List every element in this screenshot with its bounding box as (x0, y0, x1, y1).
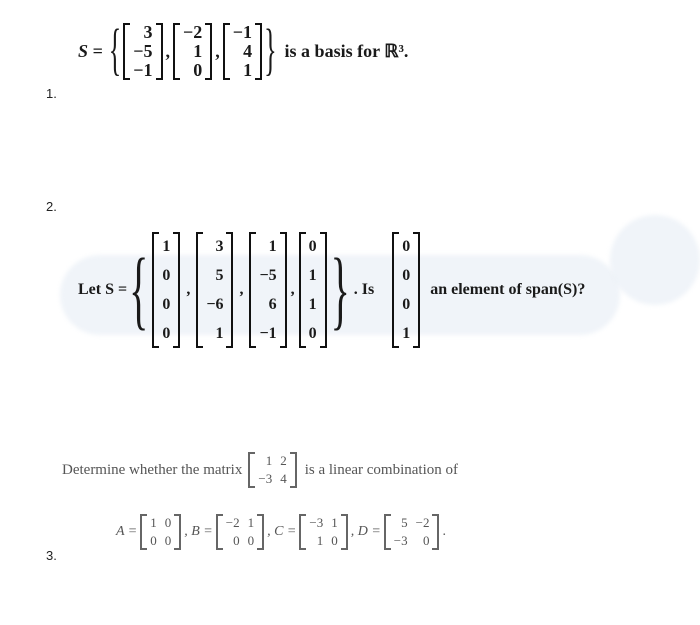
target-vector: 0 0 0 1 (392, 232, 420, 348)
problem-1-text: is a basis for ℝ³. (284, 40, 409, 61)
left-brace: { (129, 239, 149, 339)
is-label: . Is (353, 281, 375, 298)
option-a-label: A = (116, 524, 138, 539)
let-s-label: Let S = (78, 281, 128, 298)
vector-3: 1 −5 6 −1 (249, 232, 286, 348)
option-d-label: , D = (350, 524, 381, 539)
problem-2: Let S = { 1 0 0 0 , 3 5 −6 1 , 1 −5 6 −1 , 0 1 1 0 } . Is 0 0 0 1 an element of span(S)? (78, 225, 585, 355)
option-b-matrix: −2 1 0 0 (216, 514, 264, 550)
right-brace: } (264, 18, 277, 82)
option-c-label: , C = (267, 524, 297, 539)
right-brace: } (330, 239, 350, 339)
background-smear-right (610, 215, 700, 305)
problem-3-options: A = 1 0 0 0 , B = −2 1 0 0 , C = −3 1 1 0 , D = 5 −2 −3 0 . (116, 515, 446, 548)
option-c-matrix: −3 1 1 0 (299, 514, 347, 550)
problem-number-1: 1. (46, 86, 57, 101)
problem-3-statement (62, 448, 458, 492)
vector-2: 3 5 −6 1 (196, 232, 233, 348)
problem-number-2: 2. (46, 199, 57, 214)
vector-1: 3 −5 −1 (123, 23, 162, 80)
option-a-matrix: 1 0 0 0 (140, 514, 181, 550)
problem-number-3: 3. (46, 548, 57, 563)
vector-1: 1 0 0 0 (152, 232, 180, 348)
set-s-label: S = (78, 40, 103, 61)
left-brace: { (108, 18, 122, 82)
problem-3-text-before: Determine whether the matrix (62, 461, 243, 478)
vector-3: −1 4 1 (223, 23, 262, 80)
option-b-label: , B = (184, 524, 213, 539)
vector-2: −2 1 0 (173, 23, 212, 80)
vector-4: 0 1 1 0 (299, 232, 327, 348)
problem-3-text-after: is a linear combination of (304, 461, 458, 478)
problem-1: S = { 3 −5 −1 , −2 1 0 , −1 4 1 } is a basis for ℝ³. (78, 18, 409, 82)
target-matrix: 1 2 −3 4 (248, 452, 296, 488)
problem-2-text: an element of span(S)? (430, 281, 586, 298)
option-d-matrix: 5 −2 −3 0 (384, 514, 440, 550)
